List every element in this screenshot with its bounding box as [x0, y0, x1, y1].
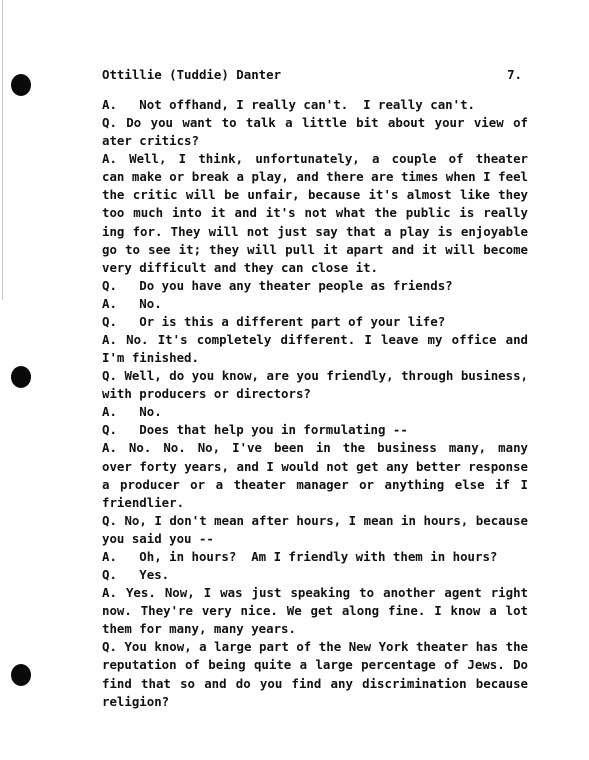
transcript-line: the critic will be unfair, because it's almost like they [102, 187, 528, 203]
transcript-line: A. Yes. Now, I was just speaking to another agent right [102, 585, 528, 601]
transcript-line: A. Not offhand, I really can't. I really can't. [102, 97, 475, 112]
transcript-line: A. Oh, in hours? Am I friendly with them in hours? [102, 548, 498, 564]
page-edge-line [2, 0, 3, 300]
transcript-line: ater critics? [102, 133, 199, 149]
transcript-line: A. No. [102, 404, 162, 420]
transcript-line: them for many, many years. [102, 621, 296, 637]
transcript-line: very difficult and they can close it. [102, 259, 379, 275]
transcript-line: Q. Do you want to talk a little bit about your view of [102, 115, 528, 131]
transcript-line: a producer or a theater manager or anything else if I [102, 476, 528, 492]
transcript-line: Q. You know, a large part of the New York theater has the [102, 639, 528, 655]
transcript-line: A. No. [102, 295, 162, 311]
transcript-line: Q. Does that help you in formulating -- [102, 422, 408, 438]
transcript-line: you said you -- [102, 530, 214, 546]
transcript-line: now. They're very nice. We get along fine. I know a lot [102, 603, 528, 619]
transcript-line: I'm finished. [102, 350, 199, 366]
page-header [102, 66, 522, 84]
transcript-line: go to see it; they will pull it apart and it will become [102, 241, 528, 257]
binder-hole-top [11, 74, 31, 96]
transcript-line: Q. No, I don't mean after hours, I mean in hours, because [102, 512, 528, 528]
transcript-line: friendlier. [102, 494, 185, 510]
transcript-line: over forty years, and I would not get any better response [102, 458, 528, 474]
transcript-line: too much into it and it's not what the public is really [102, 205, 528, 221]
transcript-body [102, 96, 528, 711]
transcript-line: A. Well, I think, unfortunately, a couple of theater [102, 151, 528, 167]
transcript-line: religion? [102, 693, 170, 709]
transcript-line: A. No. No. No, I've been in the business many, many [102, 440, 528, 456]
transcript-line: Q. Well, do you know, are you friendly, through business, [102, 368, 528, 384]
transcript-line: Q. Yes. [102, 567, 170, 583]
transcript-line: ing for. They will not just say that a play is enjoyable [102, 223, 528, 239]
transcript-line: A. No. It's completely different. I leave my office and [102, 332, 528, 348]
transcript-line: Q. Do you have any theater people as friends? [102, 277, 453, 293]
page-number: 7. [507, 67, 522, 82]
binder-hole-bottom [11, 664, 31, 686]
binder-hole-middle [11, 366, 31, 388]
interviewee-name: Ottillie (Tuddie) Danter [102, 67, 282, 82]
transcript-line: can make or break a play, and there are times when I feel [102, 169, 528, 185]
transcript-line: Q. Or is this a different part of your life? [102, 313, 446, 329]
transcript-line: with producers or directors? [102, 386, 311, 402]
transcript-line: reputation of being quite a large percentage of Jews. Do [102, 657, 528, 673]
transcript-line: find that so and do you find any discrimination because [102, 675, 528, 691]
